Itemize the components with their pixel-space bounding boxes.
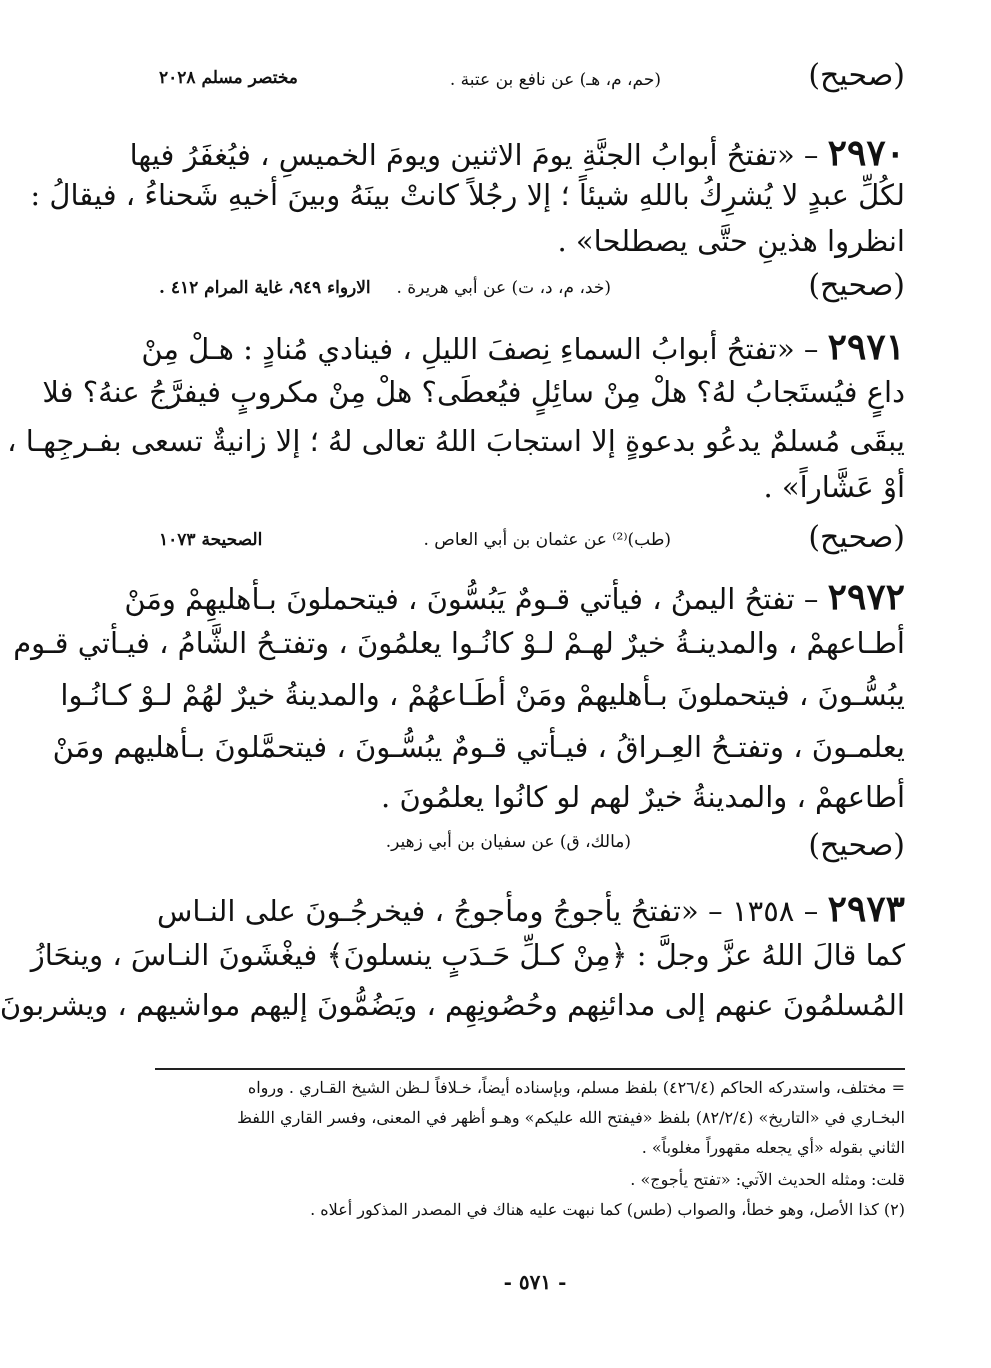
hadith-line: أوْ عَشَّاراً» . — [763, 470, 905, 504]
hadith-line: يبقَى مُسلمٌ يدعُو بدعوةٍ إلا استجابَ اللهُ تعالى لهُ ؛ إلا زانيةٌ تسعى بفـرجِهـا ، — [7, 424, 905, 458]
grade-label: (صحيح) — [808, 520, 905, 555]
hadith-number: ٢٩٧٢ — [827, 576, 905, 618]
source-citation: (خد، م، د، ت) عن أبي هريرة . — [396, 278, 611, 298]
grade-label: (صحيح) — [808, 268, 905, 303]
hadith-line: ٢٩٧٢ – تفتحُ اليمنُ ، فيأتي قـومٌ يَبُسُّونَ ، فيتحملونَ بـأهليهِمْ ومَنْ — [124, 576, 905, 618]
hadith-line: داعٍ فيُستَجابُ لهُ؟ هلْ مِنْ سائِلٍ فيُعطَى؟ هلْ مِنْ مكروبٍ فيفرَّجُ عنهُ؟ فلا — [42, 375, 905, 409]
source-citation: (طب)⁽²⁾ عن عثمان بن أبي العاص . — [423, 530, 671, 550]
footnote-line: (٢) كذا الأصل، وهو خطأ، والصواب (طس) كما نبهت عليه هناك في المصدر المذكور أعلاه . — [310, 1200, 905, 1219]
grade-label: (صحيح) — [808, 828, 905, 863]
source-citation: (مالك، ق) عن سفيان بن أبي زهير. — [385, 832, 631, 852]
footnote-line: قلت: ومثله الحديث الآتي: «تفتح يأجوج» . — [630, 1170, 905, 1189]
reference: مختصر مسلم ٢٠٢٨ — [159, 68, 298, 88]
hadith-line: ٢٩٧٣ – ١٣٥٨ – «تفتحُ يأجوجُ ومأجوجُ ، فيخرجُـونَ على النـاس — [157, 888, 906, 930]
grade-label: (صحيح) — [808, 58, 905, 93]
hadith-number: ٢٩٧٠ — [827, 132, 905, 174]
hadith-line: أطـاعهمْ ، والمدينـةُ خيرٌ لهـمْ لـوْ كانُـوا يعلمُونَ ، وتفتـحُ الشَّامُ ، فيـأتي قـوم — [13, 626, 905, 660]
hadith-line: ٢٩٧١ – «تفتحُ أبوابُ السماءِ نِصفَ الليلِ ، فينادي مُنادٍ : هـلْ مِنْ — [141, 326, 905, 368]
hadith-number: ٢٩٧١ — [827, 326, 905, 368]
footnote-line: = مختلف، واستدركه الحاكم (٤٢٦/٤) بلفظ مسلم، وبإسناده أيضاً، خـلافاً لـظن الشيخ القـاري . ورواه — [247, 1078, 905, 1097]
hadith-line: ٢٩٧٠ – «تفتحُ أبوابُ الجنَّةِ يومَ الاثنين ويومَ الخميسِ ، فيُغفَرُ فيها — [129, 132, 905, 174]
page-number: - ٥٧١ - — [503, 1270, 567, 1294]
hadith-line: كما قالَ اللهُ عزَّ وجلَّ : ﴿مِنْ كـلِّ حَـدَبٍ ينسلونَ﴾ فيغْشَونَ النـاسَ ، وينحَازُ — [30, 938, 905, 972]
reference: الصحيحة ١٠٧٣ — [159, 530, 263, 550]
hadith-number: ٢٩٧٣ — [827, 888, 906, 930]
hadith-line: المُسلمُونَ عنهم إلى مدائنِهم وحُصُونِهِم ، ويَضُمُّونَ إليهم مواشيهم ، ويشربونَ — [0, 988, 905, 1022]
hadith-line: يبُسُّـونَ ، فيتحملونَ بـأهليهمْ ومَنْ أطَـاعهُمْ ، والمدينةُ خيرٌ لهُمْ لـوْ كـانُـوا — [60, 678, 905, 712]
footnote-line: البخـاري في «التاريخ» (٨٢/٢/٤) بلفظ «فيفتح الله عليكم» وهـو أظهر في المعنى، وفسر القاري اللفظ — [237, 1108, 905, 1127]
source-citation: (حم، م، هـ) عن نافع بن عتبة . — [449, 70, 661, 90]
hadith-line: انظروا هذينِ حتَّى يصطلحا» . — [557, 224, 905, 258]
hadith-line: أطاعهمْ ، والمدينةُ خيرٌ لهم لو كانُوا يعلمُونَ . — [381, 780, 905, 814]
reference: الارواء ٩٤٩، غاية المرام ٤١٢ . — [159, 278, 371, 298]
footnote-line: الثاني بقوله «أي يجعله مقهوراً مغلوباً» . — [641, 1138, 905, 1157]
hadith-line: لكُلِّ عبدٍ لا يُشرِكُ باللهِ شيئاً ؛ إلا رجُلاً كانتْ بينَهُ وبينَ أخيهِ شَحناءُ ، فيقالُ : — [30, 178, 905, 212]
footnote-divider — [155, 1068, 905, 1070]
hadith-line: يعلمـونَ ، وتفتـحُ العِـراقُ ، فيـأتي قـومٌ يبُسُّـونَ ، فيتحمَّلونَ بـأهليهم ومَنْ — [52, 730, 905, 764]
